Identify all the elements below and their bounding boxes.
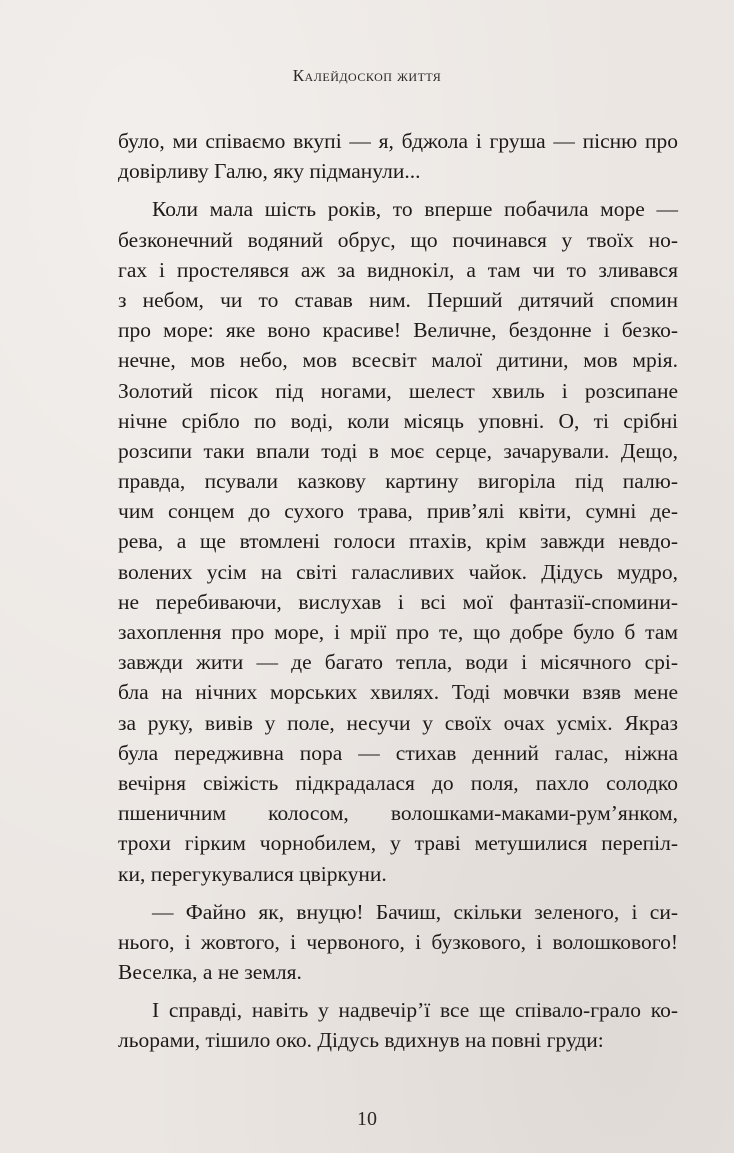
text-line: вечірня свіжість підкрадалася до поля, пахло солодко [118, 770, 678, 795]
text-line: волених усім на світі галасливих чайок. Дідусь мудро, [118, 559, 678, 584]
text-line: завжди жити — де багато тепла, води і місячного срі- [118, 650, 678, 675]
text-line: трохи гірким чорнобилем, у траві метушилися перепіл- [118, 831, 678, 856]
text-line: правда, псували казкову картину вигоріла під палю- [118, 469, 678, 494]
text-line: безконечний водяний обрус, що починався у твоїх но- [118, 227, 678, 252]
text-line: нього, і жовтого, і червоного, і бузкового, і волошкового! [118, 929, 678, 954]
text-line: нічне срібло по воді, коли місяць уповні. О, ті срібні [118, 408, 678, 433]
text-line: розсипи таки впали тоді в моє серце, зачарували. Дещо, [118, 438, 678, 463]
text-line: про море: яке воно красиве! Величне, бездонне і безко- [118, 318, 678, 343]
text-line: було, ми співаємо вкупі — я, бджола і груша — пісню про [118, 129, 678, 153]
text-line: бла на нічних морських хвилях. Тоді мовчки взяв мене [118, 680, 678, 705]
page-number: 10 [357, 1108, 377, 1130]
running-title: Калейдоскоп життя [292, 66, 442, 85]
text-line: захоплення про море, і мрії про те, що добре було б там [118, 620, 678, 644]
text-line: пшеничним колосом, волошками-маками-рум’янком, [118, 801, 678, 826]
text-line: гах і простелявся аж за виднокіл, а там чи то зливався [118, 257, 678, 282]
text-line: Коли мала шість років, то вперше побачила море — [152, 197, 678, 222]
text-line: льорами, тішило око. Дідусь вдихнув на повні груди: [118, 1028, 604, 1053]
text-line: Веселка, а не земля. [118, 960, 302, 985]
text-line: чим сонцем до сухого трава, прив’ялі квіти, сумні де- [118, 499, 678, 524]
text-line: — Файно як, внуцю! Бачиш, скільки зеленого, і си- [152, 899, 678, 924]
text-line: за руку, вивів у поле, несучи у своїх очах усміх. Якраз [118, 710, 678, 735]
text-line: Золотий пісок під ногами, шелест хвиль і розсипане [118, 378, 678, 403]
text-line: І справді, навіть у надвечір’ї все ще співало-грало ко- [152, 998, 678, 1023]
text-line: довірливу Галю, яку підманули... [118, 159, 421, 184]
text-line: була передживна пора — стихав денний галас, ніжна [118, 740, 678, 765]
text-line: рева, а ще втомлені голоси птахів, крім завжди невдо- [118, 529, 678, 554]
body-text [118, 126, 678, 1056]
text-line: нечне, мов небо, мов всесвіт малої дитини, мов мрія. [118, 348, 678, 373]
text-line: ки, перегукувалися цвіркуни. [118, 861, 387, 886]
text-line: не перебиваючи, вислухав і всі мої фантазії-спомини- [118, 589, 678, 614]
text-line: з небом, чи то ставав ним. Перший дитячий спомин [118, 287, 678, 312]
